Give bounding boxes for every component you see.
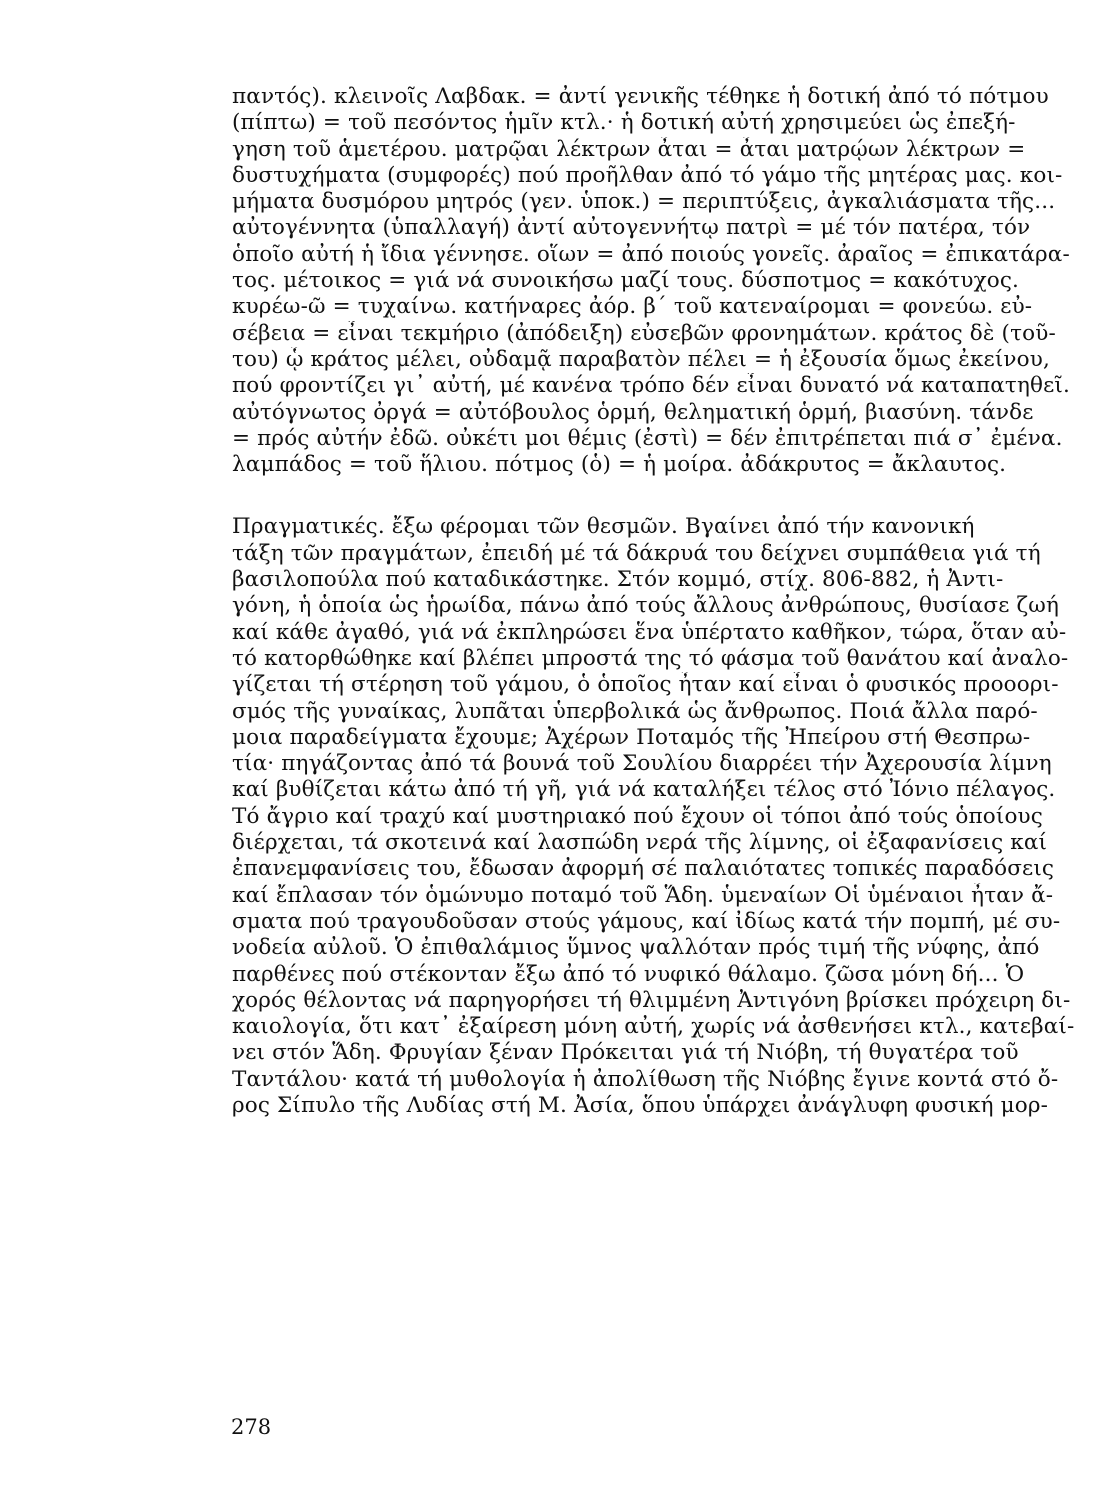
text-line: (πίπτω) = τοῦ πεσόντος ἡμῖν κτλ.· ἡ δοτική αὐτή χρησιμεύει ὡς ἐπεξή- — [232, 110, 1016, 136]
text-line: καί κάθε ἀγαθό, γιά νά ἐκπληρώσει ἕνα ὑπέρτατο καθῆκον, τώρα, ὅταν αὐ- — [232, 619, 1067, 645]
text-line: γηση τοῦ ἁμετέρου. ματρῷαι λέκτρων ἆται = ἆται ματρῴων λέκτρων = — [232, 136, 1026, 162]
text-line: λαμπάδος = τοῦ ἥλιου. πότμος (ὁ) = ἡ μοίρα. ἀδάκρυτος = ἄκλαυτος. — [232, 452, 1007, 478]
text-line: νει στόν Ἅδη. Φρυγίαν ξέναν Πρόκειται γιά τή Νιόβη, τή θυγατέρα τοῦ — [232, 1040, 1019, 1066]
text-line: ὁποῖο αὐτή ἡ ἴδια γέννησε. οἵων = ἀπό ποιούς γονεῖς. ἀραῖος = ἐπικατάρα- — [232, 241, 1070, 267]
text-line: σέβεια = εἶναι τεκμήριο (ἀπόδειξη) εὐσεβῶν φρονημάτων. κράτος δὲ (τοῦ- — [232, 320, 1056, 346]
text-line: βασιλοπούλα πού καταδικάστηκε. Στόν κομμό, στίχ. 806-882, ἡ Ἀντι- — [232, 567, 1004, 593]
text-line: διέρχεται, τά σκοτεινά καί λασπώδη νερά τῆς λίμνης, οἱ ἐξαφανίσεις καί — [232, 830, 1048, 856]
text-line: καί βυθίζεται κάτω ἀπό τή γῆ, γιά νά καταλήξει τέλος στό Ἰόνιο πέλαγος. — [232, 777, 1056, 803]
text-line: γίζεται τή στέρηση τοῦ γάμου, ὁ ὁποῖος ἦταν καί εἶναι ὁ φυσικός προοορι- — [232, 672, 1059, 698]
text-line: Τό ἄγριο καί τραχύ καί μυστηριακό πού ἔχουν οἱ τόποι ἀπό τούς ὁποίους — [232, 803, 1043, 829]
text-line: σματα πού τραγουδοῦσαν στούς γάμους, καί ἰδίως κατά τήν πομπή, μέ συ- — [232, 908, 1061, 934]
text-line: τία· πηγάζοντας ἀπό τά βουνά τοῦ Σουλίου διαρρέει τήν Ἀχερουσία λίμνη — [232, 751, 1052, 777]
text-line: σμός τῆς γυναίκας, λυπᾶται ὑπερβολικά ὡς ἄνθρωπος. Ποιά ἄλλα παρό- — [232, 698, 1038, 724]
text-line: ἐπανεμφανίσεις του, ἔδωσαν ἀφορμή σέ παλαιότατες τοπικές παραδόσεις — [232, 856, 1055, 882]
text-line: αὐτογέννητα (ὑπαλλαγή) ἀντί αὐτογεννήτῳ πατρὶ = μέ τόν πατέρα, τόν — [232, 215, 1031, 241]
text-line: παντός). κλεινοῖς Λαβδακ. = ἀντί γενικῆς τέθηκε ἡ δοτική ἀπό τό πότμου — [232, 84, 1049, 109]
text-line: χορός θέλοντας νά παρηγορήσει τή θλιμμένη Ἀντιγόνη βρίσκει πρόχειρη δι- — [232, 987, 1071, 1013]
text-line: κυρέω-ῶ = τυχαίνω. κατήναρες ἀόρ. β΄ τοῦ κατεναίρομαι = φονεύω. εὐ- — [232, 294, 1033, 320]
text-page — [232, 84, 1084, 1119]
commentary-section — [232, 514, 1084, 1119]
glossary-section — [232, 84, 1084, 478]
text-line: καί ἔπλασαν τόν ὁμώνυμο ποταμό τοῦ Ἅδη. ὑμεναίων Οἱ ὑμέναιοι ἦταν ἄ- — [232, 882, 1054, 908]
text-line: = πρός αὐτήν ἐδῶ. οὐκέτι μοι θέμις (ἐστὶ) = δέν ἐπιτρέπεται πιά σ᾽ ἐμένα. — [232, 425, 1063, 451]
text-line: τος. μέτοικος = γιά νά συνοικήσω μαζί τους. δύσποτμος = κακότυχος. — [232, 268, 1020, 294]
text-line: Πραγματικές. ἔξω φέρομαι τῶν θεσμῶν. Βγαίνει ἀπό τήν κανονική — [232, 514, 975, 540]
text-line: αὐτόγνωτος ὀργά = αὐτόβουλος ὁρμή, θεληματική ὁρμή, βιασύνη. τάνδε — [232, 399, 1034, 425]
text-line: ρος Σίπυλο τῆς Λυδίας στή Μ. Ἀσία, ὅπου ὑπάρχει ἀνάγλυφη φυσική μορ- — [232, 1092, 1049, 1118]
text-line: μοια παραδείγματα ἔχουμε; Ἀχέρων Ποταμός τῆς Ἠπείρου στή Θεσπρω- — [232, 724, 1031, 750]
text-line: γόνη, ἡ ὁποία ὡς ἡρωίδα, πάνω ἀπό τούς ἄλλους ἀνθρώπους, θυσίασε ζωή — [232, 593, 1060, 619]
text-line: δυστυχήματα (συμφορές) πού προῆλθαν ἀπό τό γάμο τῆς μητέρας μας. κοι- — [232, 162, 1063, 188]
text-line: τό κατορθώθηκε καί βλέπει μπροστά της τό φάσμα τοῦ θανάτου καί ἀναλο- — [232, 645, 1069, 671]
text-line: πού φροντίζει γι᾽ αὐτή, μέ κανένα τρόπο δέν εἶναι δυνατό νά καταπατηθεῖ. — [232, 373, 1070, 399]
section-gap — [232, 478, 1084, 514]
text-line: Ταντάλου· κατά τή μυθολογία ἡ ἀπολίθωση τῆς Νιόβης ἔγινε κοντά στό ὄ- — [232, 1066, 1059, 1092]
text-line: νοδεία αὐλοῦ. Ὁ ἐπιθαλάμιος ὕμνος ψαλλόταν πρός τιμή τῆς νύφης, ἀπό — [232, 935, 1040, 961]
page-number: 278 — [231, 1415, 272, 1439]
text-line: παρθένες πού στέκονταν ἔξω ἀπό τό νυφικό θάλαμο. ζῶσα μόνη δή... Ὁ — [232, 961, 1025, 987]
text-line: καιολογία, ὅτι κατ᾽ ἐξαίρεση μόνη αὐτή, χωρίς νά ἀσθενήσει κτλ., κατεβαί- — [232, 1014, 1075, 1040]
text-line: μήματα δυσμόρου μητρός (γεν. ὑποκ.) = περιπτύξεις, ἀγκαλιάσματα τῆς... — [232, 189, 1056, 215]
text-line: του) ᾧ κράτος μέλει, οὐδαμᾷ παραβατὸν πέλει = ἡ ἐξουσία ὅμως ἐκείνου, — [232, 346, 1050, 372]
text-line: τάξη τῶν πραγμάτων, ἐπειδή μέ τά δάκρυά του δείχνει συμπάθεια γιά τή — [232, 540, 1041, 566]
